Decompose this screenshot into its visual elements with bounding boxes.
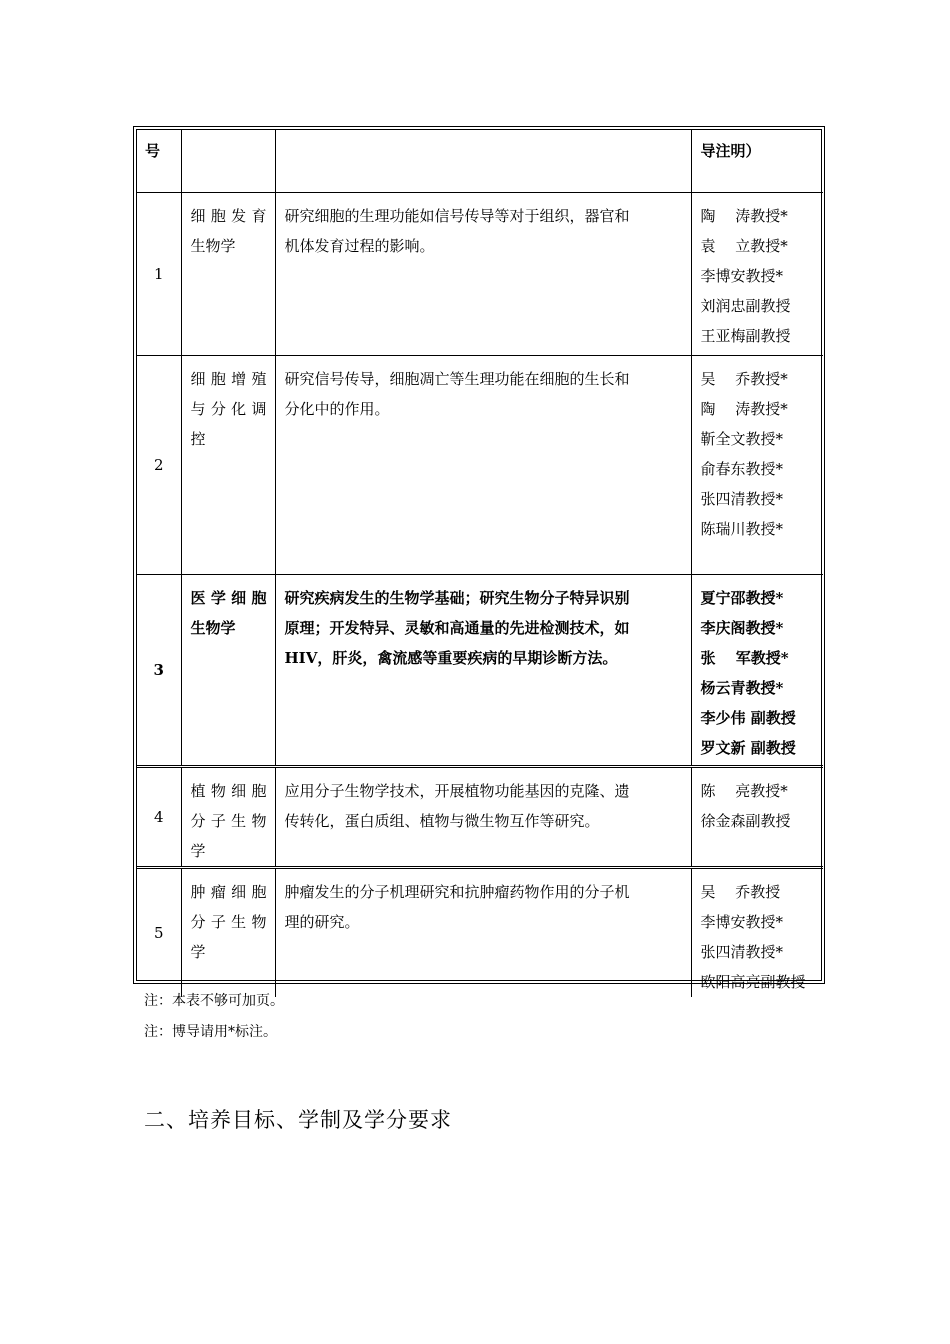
table-notes	[144, 986, 284, 1048]
professor-name: 陶 涛教授*	[700, 399, 788, 418]
research-content	[275, 355, 691, 574]
professor-name: 张四清教授*	[700, 942, 784, 961]
professor-name: 陈 亮教授*	[700, 781, 788, 800]
professor-name: 李博安教授*	[700, 266, 784, 285]
direction-line: 细胞发育	[190, 206, 267, 225]
professor-name: 罗文新 副教授	[700, 738, 796, 757]
professor-name: 俞春东教授*	[700, 459, 784, 478]
table-row	[137, 192, 823, 355]
professor-name: 陈瑞川教授*	[700, 519, 784, 538]
table-header-row	[137, 130, 823, 192]
professor-list	[691, 867, 823, 997]
row-number: 2	[137, 355, 181, 574]
table-row	[137, 355, 823, 574]
table-row	[137, 867, 823, 997]
research-direction	[181, 192, 275, 355]
table-row	[137, 574, 823, 766]
research-content	[275, 192, 691, 355]
direction-line: 细胞增殖	[190, 369, 267, 388]
direction-line: 生物学	[190, 618, 236, 637]
research-direction-table	[133, 126, 825, 991]
note-line: 注：本表不够可加页。	[144, 993, 284, 1009]
professor-name: 李少伟 副教授	[700, 708, 796, 727]
professor-name: 徐金森副教授	[700, 811, 791, 830]
direction-line: 医学细胞	[190, 588, 267, 607]
professor-name: 吴 乔教授*	[700, 369, 788, 388]
professor-list	[691, 574, 823, 766]
content-line: 理的研究。	[284, 912, 360, 931]
content-line: 研究疾病发生的生物学基础；研究生物分子特异识别	[284, 588, 630, 607]
professor-name: 李庆阁教授*	[700, 618, 784, 637]
professor-name: 张 军教授*	[700, 648, 789, 667]
professor-name: 刘润忠副教授	[700, 296, 791, 315]
research-content	[275, 766, 691, 867]
professor-name: 吴 乔教授	[700, 882, 781, 901]
direction-line: 学	[190, 841, 206, 860]
professor-name: 张四清教授*	[700, 489, 784, 508]
content-line: 原理；开发特异、灵敏和高通量的先进检测技术，如	[284, 618, 630, 637]
row-number: 4	[137, 766, 181, 867]
direction-line: 分子生物	[190, 811, 267, 830]
section-title: 二、培养目标、学制及学分要求	[144, 1108, 452, 1132]
direction-line: 肿瘤细胞	[190, 882, 267, 901]
research-direction	[181, 355, 275, 574]
content-line: 机体发育过程的影响。	[284, 236, 435, 255]
note-line: 注：博导请用*标注。	[144, 1024, 277, 1040]
row-number: 5	[137, 867, 181, 997]
header-direction-cell	[181, 130, 275, 192]
professor-list	[691, 192, 823, 355]
research-direction	[181, 574, 275, 766]
content-line: 传转化，蛋白质组、植物与微生物互作等研究。	[284, 811, 600, 830]
professor-name: 袁 立教授*	[700, 236, 788, 255]
professor-name: 王亚梅副教授	[700, 326, 791, 345]
professor-name: 杨云青教授*	[700, 678, 784, 697]
content-line: HIV，肝炎，禽流感等重要疾病的早期诊断方法。	[284, 648, 618, 667]
direction-line: 学	[190, 942, 206, 961]
header-professors-cell	[691, 130, 823, 192]
professor-name: 李博安教授*	[700, 912, 784, 931]
header-num: 号	[145, 142, 161, 160]
content-line: 分化中的作用。	[284, 399, 390, 418]
professor-name: 靳全文教授*	[700, 429, 784, 448]
row-number: 1	[137, 192, 181, 355]
content-line: 应用分子生物学技术，开展植物功能基因的克隆、遗	[284, 781, 630, 800]
professor-list	[691, 355, 823, 574]
content-line: 研究信号传导，细胞凋亡等生理功能在细胞的生长和	[284, 369, 630, 388]
direction-line: 控	[190, 429, 206, 448]
direction-line: 与分化调	[190, 399, 267, 418]
professor-name: 欧阳高亮副教授	[700, 972, 806, 991]
content-line: 肿瘤发生的分子机理研究和抗肿瘤药物作用的分子机	[284, 882, 630, 901]
research-content	[275, 574, 691, 766]
header-professors: 导注明）	[700, 142, 761, 160]
header-num-cell	[137, 130, 181, 192]
professor-list	[691, 766, 823, 867]
professor-name: 夏宁邵教授*	[700, 588, 784, 607]
header-content-cell	[275, 130, 691, 192]
content-line: 研究细胞的生理功能如信号传导等对于组织，器官和	[284, 206, 630, 225]
research-content	[275, 867, 691, 997]
research-direction	[181, 766, 275, 867]
professor-name: 陶 涛教授*	[700, 206, 788, 225]
table-grid	[137, 130, 823, 997]
direction-line: 分子生物	[190, 912, 267, 931]
row-number: 3	[137, 574, 181, 766]
research-direction	[181, 867, 275, 997]
table-row	[137, 766, 823, 867]
direction-line: 生物学	[190, 236, 236, 255]
direction-line: 植物细胞	[190, 781, 267, 800]
